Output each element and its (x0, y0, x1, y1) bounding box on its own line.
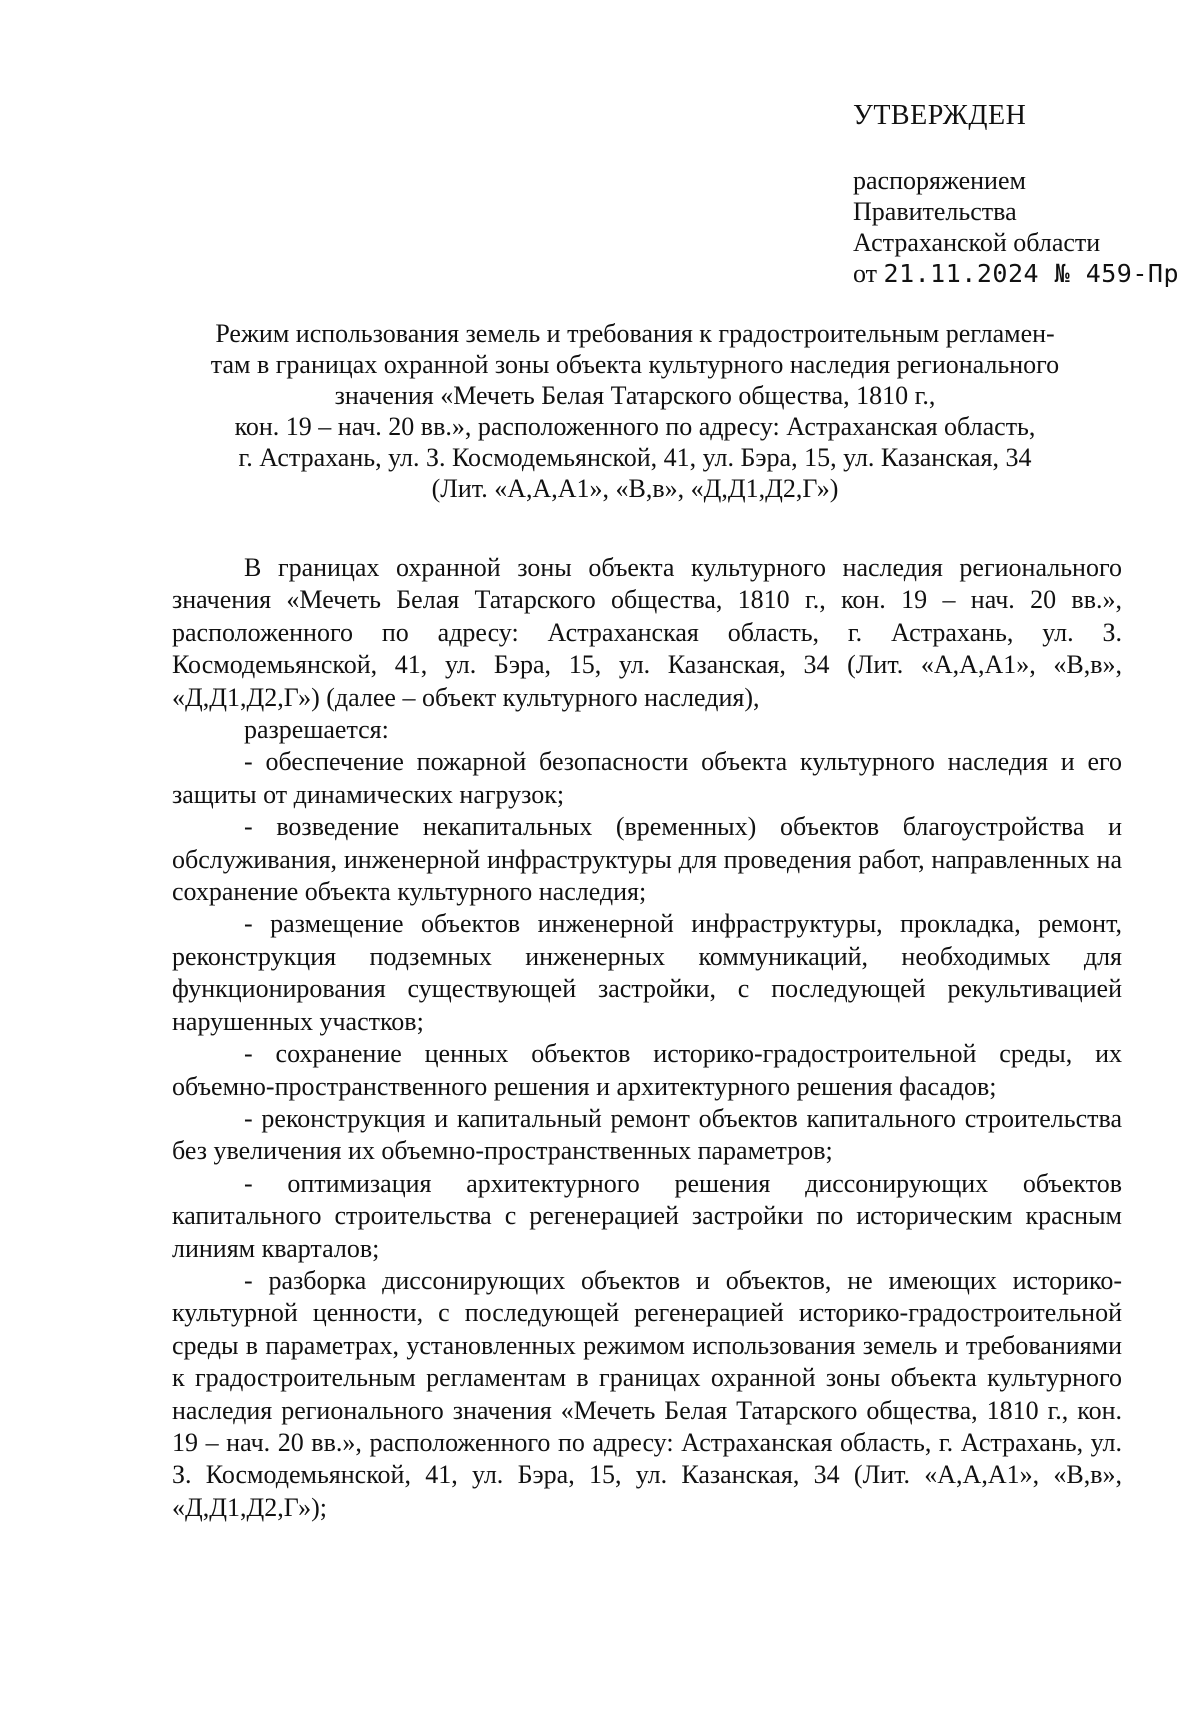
approval-title: УТВЕРЖДЕН (853, 100, 1027, 131)
approval-line-government: Правительства (853, 197, 1017, 226)
title-line: значения «Мечеть Белая Татарского общества, 1810 г., (334, 381, 936, 410)
document-body (172, 552, 1122, 1524)
approval-date-line (853, 258, 1183, 289)
approval-line-order: распоряжением (853, 166, 1026, 195)
approval-line-region: Астраханской области (853, 228, 1101, 257)
approval-date-number: 21.11.2024 № 459-Пр (883, 259, 1180, 288)
title-line: кон. 19 – нач. 20 вв.», расположенного по адресу: Астраханская область, (234, 412, 1036, 441)
permitted-item: - возведение некапитальных (временных) объектов благоустройства и обслуживания, инженерной инфраструктуры для проведения работ, направленных на сохранение объекта культурного наследия; (172, 812, 1122, 907)
permitted-item: - реконструкция и капитальный ремонт объектов капитального строительства без увеличения их объемно-пространственных параметров; (172, 1103, 1122, 1166)
permitted-item: - сохранение ценных объектов историко-градостроительной среды, их объемно-пространственного решения и архитектурного решения фасадов; (172, 1039, 1122, 1101)
approval-date-prefix: от (853, 259, 884, 288)
permitted-item: - разборка диссонирующих объектов и объектов, не имеющих историко-культурной ценности, с последующей регенерацией историко-градостроительной среды в параметрах, установленных режимом использования земель и требованиями к градостроительным регламентам в границах охранной зоны объекта культурного наследия регионального значения «Мечеть Белая Татарского общества, 1810 г., кон. 19 – нач. 20 вв.», расположенного по адресу: Астраханская область, г. Астрахань, ул. З. Космодемьянской, 41, ул. Бэра, 15, ул. Казанская, 34 (Лит. «А,А,А1», «В,в», «Д,Д1,Д2,Г»); (172, 1265, 1122, 1522)
permitted-item: - размещение объектов инженерной инфраструктуры, прокладка, ремонт, реконструкция подземных инженерных коммуникаций, необходимых для функционирования существующей застройки, с последующей рекультивацией нарушенных участков; (172, 909, 1122, 1036)
title-line: там в границах охранной зоны объекта культурного наследия регионального (210, 350, 1060, 379)
title-line: г. Астрахань, ул. З. Космодемьянской, 41, ул. Бэра, 15, ул. Казанская, 34 (238, 443, 1032, 472)
title-line: Режим использования земель и требования к градостроительным регламен- (215, 319, 1055, 348)
intro-paragraph: В границах охранной зоны объекта культурного наследия регионального значения «Мечеть Белая Татарского общества, 1810 г., кон. 19 – нач. 20 вв.», расположенного по адресу: Астраханская область, г. Астрахань, ул. З. Космодемьянской, 41, ул. Бэра, 15, ул. Казанская, 34 (Лит. «А,А,А1», «В,в», «Д,Д1,Д2,Г») (далее – объект культурного наследия), (172, 553, 1122, 712)
document-title (150, 318, 1120, 504)
title-line: (Лит. «А,А,А1», «В,в», «Д,Д1,Д2,Г») (431, 474, 839, 503)
approval-stamp (853, 100, 1183, 289)
permitted-item: - оптимизация архитектурного решения диссонирующих объектов капитального строительства с регенерацией застройки по историческим красным линиям кварталов; (172, 1168, 1122, 1263)
permitted-item: - обеспечение пожарной безопасности объекта культурного наследия и его защиты от динамических нагрузок; (172, 747, 1122, 809)
permitted-heading: разрешается: (244, 715, 389, 745)
